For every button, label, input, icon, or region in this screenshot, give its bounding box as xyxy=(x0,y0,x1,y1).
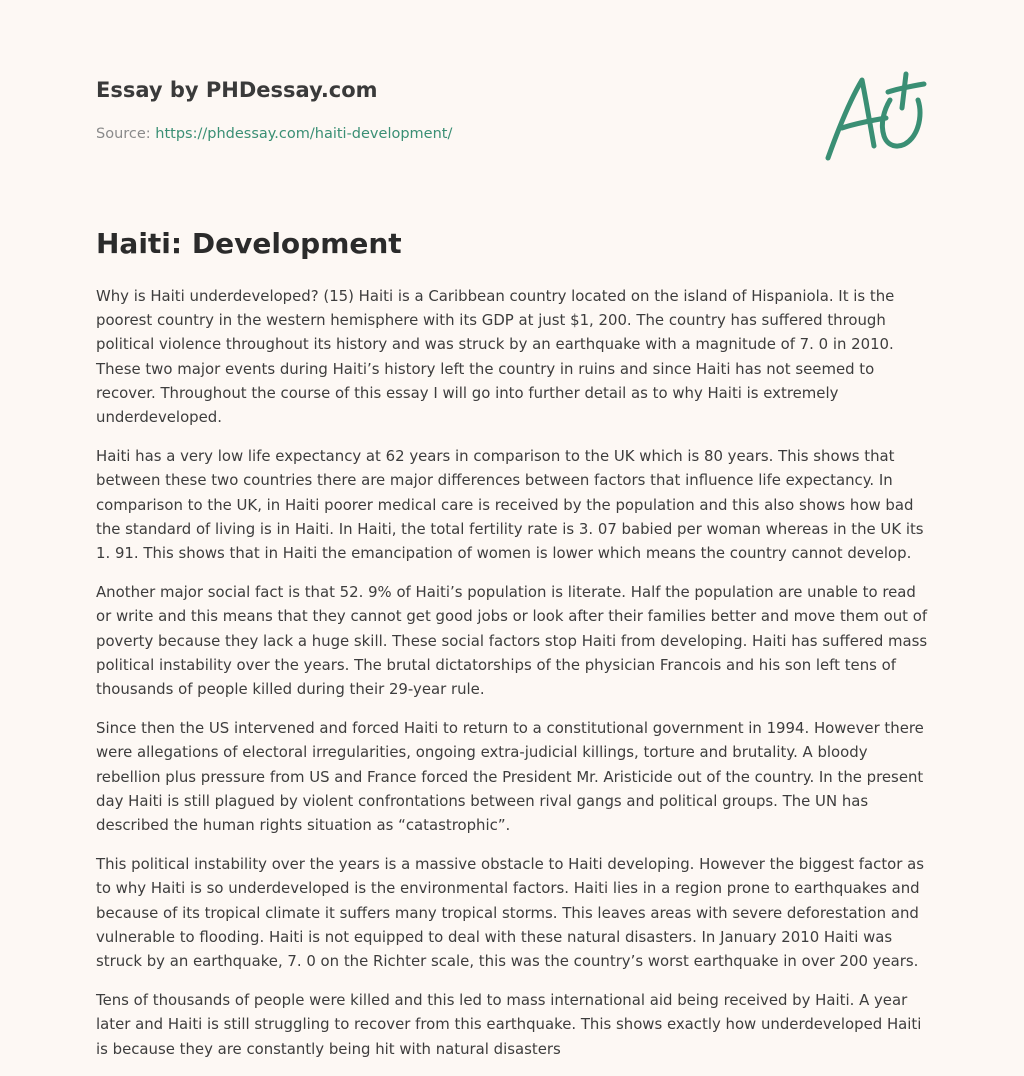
essay-paragraph: Haiti has a very low life expectancy at 62 years in comparison to the UK which is 80 years. This shows that between these two countries there are major differences between factors that influence life expectancy. In comparison to the UK, in Haiti poorer medical care is received by the population and this also shows how bad the standard of living is in Haiti. In Haiti, the total fertility rate is 3. 07 babied per woman whereas in the UK its 1. 91. This shows that in Haiti the emancipation of women is lower which means the country cannot develop. xyxy=(96,447,924,563)
source-line xyxy=(96,124,796,144)
source-label: Source: xyxy=(96,126,156,142)
essay-title: Haiti: Development xyxy=(96,227,402,260)
essay-paragraph: Another major social fact is that 52. 9% of Haiti’s population is literate. Half the population are unable to read or write and this means that they cannot get good jobs or look after their families better and move them out of poverty because they lack a huge skill. These social factors stop Haiti from developing. Haiti has suffered mass political instability over the years. The brutal dictatorships of the physician Francois and his son left tens of thousands of people killed during their 29-year rule. xyxy=(96,583,928,699)
essay-paragraph: Tens of thousands of people were killed and this led to mass international aid being received by Haiti. A year later and Haiti is still struggling to recover from this earthquake. This shows exactly how underdeveloped Haiti is because they are constantly being hit with natural disasters xyxy=(96,991,922,1058)
essay-paragraph: This political instability over the years is a massive obstacle to Haiti developing. However the biggest factor as to why Haiti is so underdeveloped is the environmental factors. Haiti lies in a region prone to earthquakes and because of its tropical climate it suffers many tropical storms. This leaves areas with severe deforestation and vulnerable to flooding. Haiti is not equipped to deal with these natural disasters. In January 2010 Haiti was struck by an earthquake, 7. 0 on the Richter scale, this was the country’s worst earthquake in over 200 years. xyxy=(96,855,925,971)
essay-paragraph: Since then the US intervened and forced Haiti to return to a constitutional government in 1994. However there were allegations of electoral irregularities, ongoing extra-judicial killings, torture and brutality. A bloody rebellion plus pressure from US and France forced the President Mr. Aristicide out of the country. In the present day Haiti is still plagued by violent confrontations between rival gangs and political groups. The UN has described the human rights situation as “catastrophic”. xyxy=(96,719,924,835)
page-header xyxy=(96,76,796,144)
site-title: Essay by PHDessay.com xyxy=(96,78,378,102)
source-link[interactable]: https://phdessay.com/haiti-development/ xyxy=(155,126,453,142)
essay-paragraph: Why is Haiti underdeveloped? (15) Haiti is a Caribbean country located on the island of Hispaniola. It is the poorest country in the western hemisphere with its GDP at just $1, 200. The country has suffered through political violence throughout its history and was struck by an earthquake with a magnitude of 7. 0 in 2010. These two major events during Haiti’s history left the country in ruins and since Haiti has not seemed to recover. Throughout the course of this essay I will go into further detail as to why Haiti is extremely underdeveloped. xyxy=(96,287,895,427)
a-plus-grade-icon xyxy=(822,66,928,164)
essay-body xyxy=(96,284,932,1076)
